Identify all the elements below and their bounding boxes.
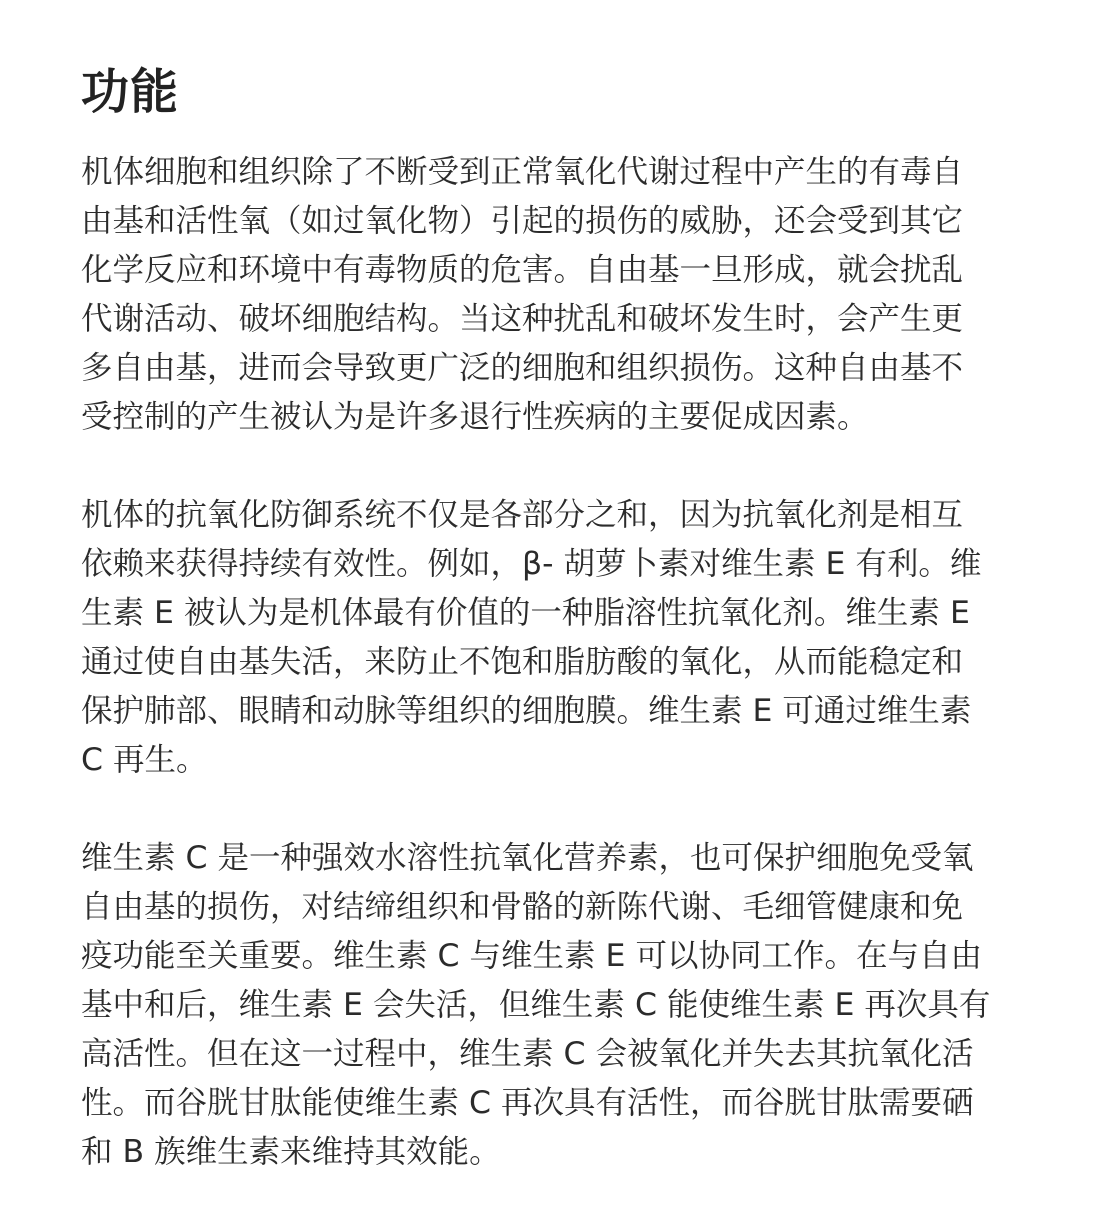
text-line: 由基和活性氧（如过氧化物）引起的损伤的威胁，还会受到其它 (81, 203, 964, 239)
text-line: 多自由基，进而会导致更广泛的细胞和组织损伤。这种自由基不 (81, 350, 964, 386)
text-line: 维生素 C 是一种强效水溶性抗氧化营养素，也可保护细胞免受氧 (81, 840, 974, 876)
text-line: 自由基的损伤，对结缔组织和骨骼的新陈代谢、毛细管健康和免 (81, 889, 964, 925)
page-title: 功能 (81, 64, 180, 120)
text-line: 基中和后，维生素 E 会失活，但维生素 C 能使维生素 E 再次具有 (81, 987, 991, 1023)
text-line: 通过使自由基失活，来防止不饱和脂肪酸的氧化，从而能稳定和 (81, 644, 964, 680)
text-line: C 再生。 (81, 742, 208, 778)
text-line: 化学反应和环境中有毒物质的危害。自由基一旦形成，就会扰乱 (81, 252, 964, 288)
text-line: 代谢活动、破坏细胞结构。当这种扰乱和破坏发生时，会产生更 (81, 301, 964, 337)
text-line: 机体细胞和组织除了不断受到正常氧化代谢过程中产生的有毒自 (81, 154, 964, 190)
text-line: 和 B 族维生素来维持其效能。 (81, 1134, 501, 1170)
paragraph-2 (81, 491, 1027, 785)
text-line: 依赖来获得持续有效性。例如，β- 胡萝卜素对维生素 E 有利。维 (81, 546, 982, 582)
text-line: 高活性。但在这一过程中，维生素 C 会被氧化并失去其抗氧化活 (81, 1036, 974, 1072)
text-line: 受控制的产生被认为是许多退行性疾病的主要促成因素。 (81, 399, 869, 435)
text-line: 疫功能至关重要。维生素 C 与维生素 E 可以协同工作。在与自由 (81, 938, 982, 974)
paragraph-3 (81, 834, 1027, 1177)
text-line: 机体的抗氧化防御系统不仅是各部分之和，因为抗氧化剂是相互 (81, 497, 964, 533)
text-line: 生素 E 被认为是机体最有价值的一种脂溶性抗氧化剂。维生素 E (81, 595, 970, 631)
text-line: 性。而谷胱甘肽能使维生素 C 再次具有活性，而谷胱甘肽需要硒 (81, 1085, 974, 1121)
article (81, 60, 1027, 1226)
text-line: 保护肺部、眼睛和动脉等组织的细胞膜。维生素 E 可通过维生素 (81, 693, 972, 729)
paragraph-1 (81, 148, 1027, 442)
